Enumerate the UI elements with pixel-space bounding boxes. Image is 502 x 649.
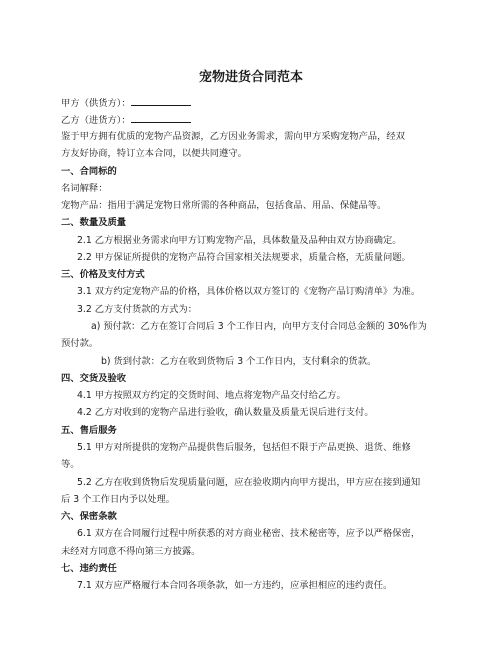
section-5-heading: 五、售后服务 xyxy=(61,425,117,436)
preamble-line-2: 方友好协商，特订立本合同，以便共同遵守。 xyxy=(61,148,247,159)
section-6-heading: 六、保密条款 xyxy=(61,511,117,522)
section-2-heading: 二、数量及质量 xyxy=(61,217,127,228)
section-1-term: 名词解释： xyxy=(61,183,108,194)
document-title: 宠物进货合同范本 xyxy=(198,70,303,85)
party-a-line xyxy=(61,96,446,110)
clause-3-1: 3.1 双方约定宠物产品的价格，具体价格以双方签订的《宠物产品订购清单》为准。 xyxy=(77,286,421,297)
section-1-definition: 宠物产品：指用于满足宠物日常所需的各种商品，包括食品、用品、保健品等。 xyxy=(61,200,387,211)
party-b-label: 乙方（进货方）： xyxy=(61,115,131,126)
party-b-blank xyxy=(131,113,191,123)
clause-3-2a-line-1: a) 预付款：乙方在签订合同后 3 个工作日内，向甲方支付合同总金额的 30%作为 xyxy=(91,321,427,332)
clause-6-1-line-1: 6.1 双方在合同履行过程中所获悉的对方商业秘密、技术秘密等，应予以严格保密， xyxy=(77,528,421,539)
clause-4-2: 4.2 乙方对收到的宠物产品进行验收，确认数量及质量无误后进行支付。 xyxy=(77,407,374,418)
clause-3-2a-line-2: 预付款。 xyxy=(61,338,99,349)
clause-5-1-line-2: 等。 xyxy=(61,459,80,470)
section-4-heading: 四、交货及验收 xyxy=(61,373,127,384)
clause-5-2-line-1: 5.2 乙方在收到货物后发现质量问题，应在验收期内向甲方提出，甲方应在接到通知 xyxy=(77,477,421,488)
party-a-label: 甲方（供货方）： xyxy=(61,98,131,109)
clause-2-1: 2.1 乙方根据业务需求向甲方订购宠物产品，具体数量及品种由双方协商确定。 xyxy=(77,235,402,246)
clause-6-1-line-2: 未经对方同意不得向第三方披露。 xyxy=(61,546,201,557)
preamble-line-1: 鉴于甲方拥有优质的宠物产品资源，乙方因业务需求，需向甲方采购宠物产品，经双 xyxy=(61,131,405,142)
section-7-heading: 七、违约责任 xyxy=(61,563,117,574)
party-a-blank xyxy=(131,96,191,106)
party-b-line xyxy=(61,113,446,127)
clause-2-2: 2.2 甲方保证所提供的宠物产品符合国家相关法规要求，质量合格，无质量问题。 xyxy=(77,252,411,263)
clause-4-1: 4.1 甲方按照双方约定的交货时间、地点将宠物产品交付给乙方。 xyxy=(77,390,346,401)
clause-7-1: 7.1 双方应严格履行本合同各项条款，如一方违约，应承担相应的违约责任。 xyxy=(77,580,393,591)
clause-5-1-line-1: 5.1 甲方对所提供的宠物产品提供售后服务，包括但不限于产品更换、退货、维修 xyxy=(77,442,411,453)
clause-5-2-line-2: 后 3 个工作日内予以处理。 xyxy=(61,494,176,505)
section-1-heading: 一、合同标的 xyxy=(61,166,117,177)
clause-3-2b: b) 货到付款：乙方在收到货物后 3 个工作日内，支付剩余的货款。 xyxy=(101,356,377,367)
section-3-heading: 三、价格及支付方式 xyxy=(61,269,145,280)
clause-3-2: 3.2 乙方支付货款的方式为： xyxy=(77,304,198,315)
